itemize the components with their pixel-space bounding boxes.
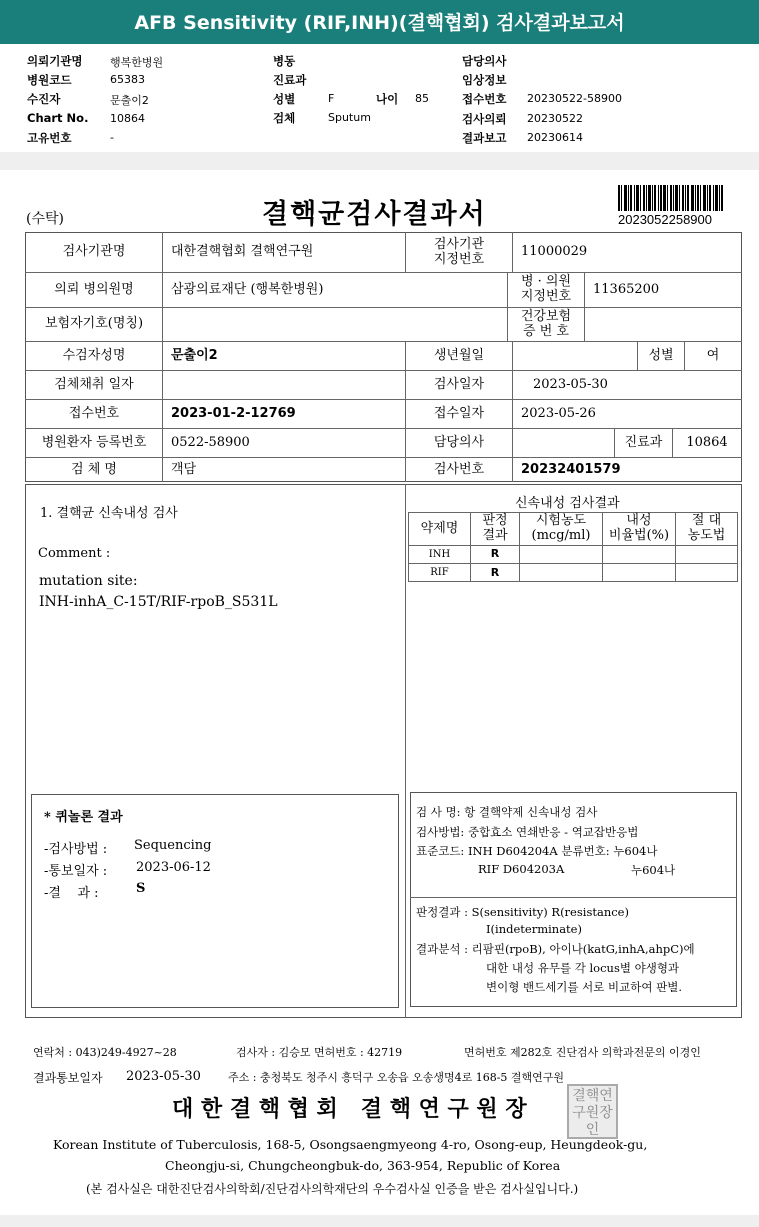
drug-absolute (676, 564, 737, 582)
separator-band (0, 152, 759, 170)
field-value: 여 (706, 347, 720, 363)
institute-address-en: Korean Institute of Tuberculosis, 168-5, Osongsaengmyeong 4-ro, Osong-eup, Heungdeok-gu, (53, 1137, 648, 1152)
drug-concentration (520, 546, 602, 563)
patient-name: 문출이2 (171, 347, 218, 363)
header-label: 성별 (273, 92, 296, 106)
drug-name: INH (428, 548, 451, 560)
header-label: 임상정보 (462, 73, 507, 87)
field-value (513, 342, 637, 370)
field-label: 병 · 의원 지정번호 (520, 274, 572, 304)
barcode-icon (618, 185, 724, 211)
field-value: 10864 (686, 434, 728, 450)
official-seal-icon: 결핵연구원장인 (567, 1084, 618, 1139)
mutation-value: INH-inhA_C-15T/RIF-rpoB_S531L (39, 594, 278, 610)
test-number: 20232401579 (521, 461, 621, 477)
quinolone-result-label: -결 과 : (44, 886, 103, 901)
header-value: 20230522 (527, 112, 583, 125)
field-label: 접수번호 (68, 405, 120, 421)
field-label: 의뢰 병의원명 (54, 281, 134, 297)
field-value: 객담 (171, 461, 197, 477)
field-label: 생년월일 (433, 347, 485, 363)
quinolone-title: * 퀴놀론 결과 (44, 810, 123, 825)
header-label: Chart No. (27, 111, 89, 125)
result-header: 판정 결과 (482, 513, 508, 543)
signature-line: 대 한 결 핵 협 회 결 핵 연 구 원 장 (172, 1096, 527, 1122)
consignment-label: (수탁) (26, 211, 64, 227)
field-value: 대한결핵협회 결핵연구원 (171, 244, 314, 260)
quinolone-result-value: S (136, 881, 146, 896)
result-header: 시험농도 (mcg/ml) (531, 513, 591, 543)
header-label: 담당의사 (462, 54, 507, 68)
header-label: 의뢰기관명 (27, 54, 83, 68)
test-info-line: 변이형 밴드세기를 서로 비교하여 판별. (486, 980, 683, 994)
quinolone-method-label: -검사방법 : (44, 842, 108, 857)
header-value: 65383 (110, 73, 145, 86)
field-label: 담당의사 (433, 434, 485, 450)
field-value: 2023-05-26 (521, 405, 596, 421)
field-value: 11000029 (521, 244, 588, 260)
separator-band (0, 1215, 759, 1227)
header-info (0, 44, 759, 152)
header-value: 20230522-58900 (527, 92, 622, 105)
result-header: 절 대 농도법 (687, 513, 726, 543)
drug-ratio (603, 546, 675, 563)
field-value: 11365200 (593, 281, 660, 297)
field-value (585, 308, 741, 341)
drug-result: R (490, 565, 500, 579)
field-label: 병원환자 등록번호 (41, 434, 147, 450)
header-label: 검사의뢰 (462, 112, 507, 126)
institute-address-en: Cheongju-si, Chungcheongbuk-do, 363-954, Republic of Korea (165, 1158, 561, 1173)
header-label: 병동 (273, 54, 296, 68)
field-value (163, 371, 405, 399)
section-heading: 1. 결핵균 신속내성 검사 (40, 506, 178, 521)
result-header: 약제명 (420, 520, 459, 536)
notice-date-label: 결과통보일자 (33, 1071, 103, 1085)
test-info-line: 누604나 (631, 863, 676, 877)
test-info-line: 검사방법: 중합효소 연쇄반응 - 역교잡반응법 (416, 825, 639, 839)
address: 주소 : 충청북도 청주시 흥덕구 오송읍 오송생명4로 168-5 결핵연구원 (228, 1071, 565, 1084)
quinolone-box (31, 794, 399, 1008)
field-label: 검체채취 일자 (54, 376, 134, 392)
header-label: 고유번호 (27, 131, 72, 145)
result-table-title: 신속내성 검사결과 (515, 496, 620, 511)
license-info: 면허번호 제282호 진단검사 의학과전문의 이경인 (464, 1046, 701, 1059)
field-value (513, 429, 614, 457)
test-info-line: 검 사 명: 항 결핵약제 신속내성 검사 (416, 805, 598, 819)
field-label: 접수일자 (433, 405, 485, 421)
quinolone-date-label: -통보일자 : (44, 864, 108, 879)
header-label: 병원코드 (27, 73, 72, 87)
field-label: 검 체 명 (71, 461, 117, 477)
header-value: F (328, 92, 335, 105)
field-label: 수검자성명 (62, 347, 126, 363)
field-label: 보험자기호(명칭) (44, 316, 144, 332)
notice-date-value: 2023-05-30 (126, 1069, 201, 1084)
test-info-line: 표준코드: INH D604204A 분류번호: 누604나 (416, 844, 658, 858)
report-title: AFB Sensitivity (RIF,INH)(결핵협회) 검사결과보고서 (0, 0, 759, 44)
field-value (163, 308, 507, 341)
field-value: 2023-01-2-12769 (171, 405, 296, 421)
header-label: 수진자 (27, 92, 61, 106)
field-label: 검사기관 지정번호 (433, 236, 485, 267)
field-value: 삼광의료재단 (행복한병원) (171, 281, 324, 297)
test-info-line: 대한 내성 유무를 각 locus별 야생형과 (486, 961, 680, 975)
contact-number: 연락처 : 043)249-4927~28 (33, 1046, 177, 1059)
result-header: 내성 비율법(%) (608, 513, 670, 543)
field-label: 검사번호 (433, 461, 485, 477)
test-info-line: 결과분석 : 리팜핀(rpoB), 아이나(katG,inhA,ahpC)에 (416, 942, 695, 956)
field-label: 건강보험 증 번 호 (520, 308, 572, 339)
header-value: 문출이2 (110, 94, 149, 107)
field-label: 검사기관명 (62, 244, 126, 260)
mutation-label: mutation site: (39, 573, 138, 589)
barcode-number: 2023052258900 (618, 212, 712, 227)
document-title: 결핵균검사결과서 (262, 199, 487, 230)
header-value: 행복한병원 (110, 56, 164, 69)
test-info-line: RIF D604203A (478, 862, 565, 876)
field-value: 0522-58900 (171, 434, 250, 450)
comment-label: Comment : (38, 546, 111, 561)
header-value: 20230614 (527, 131, 583, 144)
header-label: 나이 (376, 92, 399, 106)
header-value: 85 (415, 92, 429, 105)
header-label: 접수번호 (462, 92, 507, 106)
test-info-line: 판정결과 : S(sensitivity) R(resistance) (416, 905, 629, 919)
header-value: 10864 (110, 112, 145, 125)
header-value: Sputum (328, 111, 371, 124)
examiner-info: 검사자 : 김승모 면허번호 : 42719 (236, 1046, 403, 1059)
drug-concentration (520, 564, 602, 582)
quinolone-date-value: 2023-06-12 (136, 860, 211, 875)
drug-name: RIF (430, 567, 449, 579)
test-info-line: I(indeterminate) (486, 922, 582, 936)
drug-absolute (676, 546, 737, 563)
header-label: 결과보고 (462, 131, 507, 145)
field-label: 성별 (648, 347, 674, 363)
quinolone-method-value: Sequencing (134, 838, 212, 853)
certification-note: (본 검사실은 대한진단검사의학회/진단검사의학재단의 우수검사실 인증을 받은 검사실입니다.) (86, 1182, 579, 1196)
field-value: 2023-05-30 (533, 376, 608, 392)
header-value: - (110, 131, 114, 144)
drug-result: R (490, 547, 500, 561)
header-label: 진료과 (273, 73, 307, 87)
drug-ratio (603, 564, 675, 582)
field-label: 검사일자 (433, 376, 485, 392)
header-label: 검체 (273, 111, 296, 125)
field-label: 진료과 (624, 434, 663, 450)
